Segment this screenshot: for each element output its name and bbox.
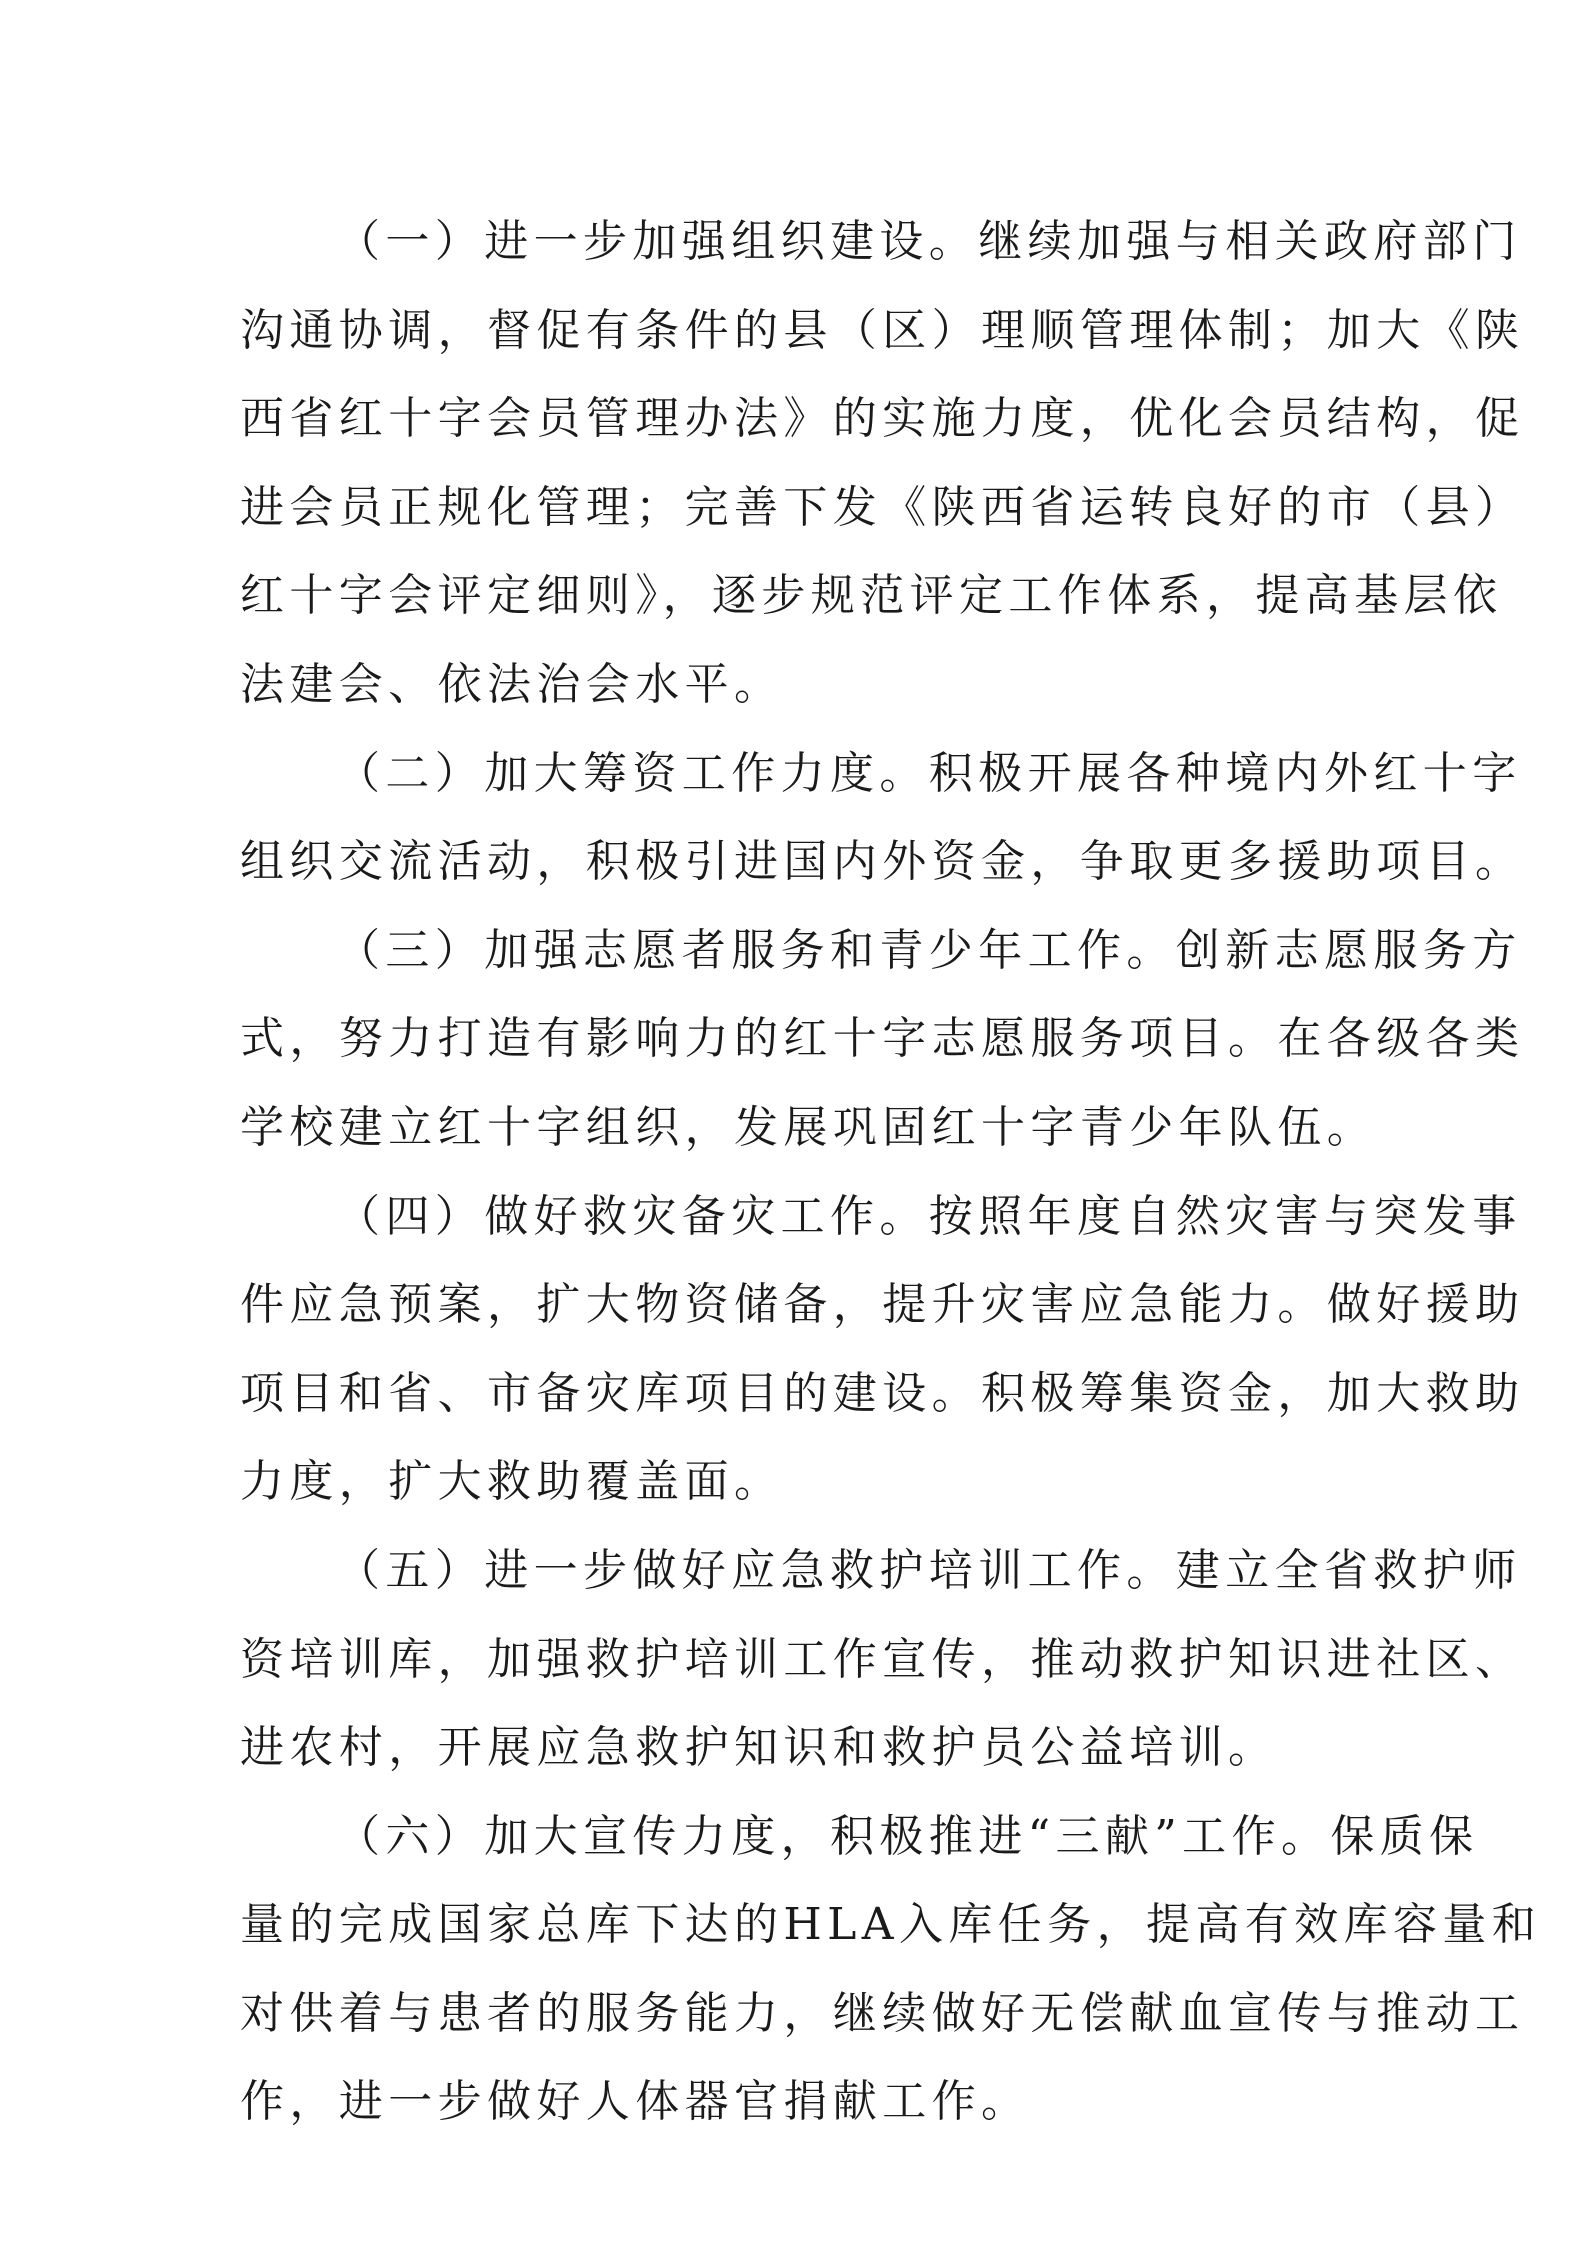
- text-line: 法建会、依法治会水平。: [240, 658, 784, 710]
- text-line: 作，进一步做好人体器官捐献工作。: [240, 2076, 1031, 2128]
- paragraph-1-organization: [240, 198, 1525, 730]
- text-line: 资培训库，加强救护培训工作宣传，推动救护知识进社区、: [240, 1633, 1525, 1685]
- text-line: 力度，扩大救助覆盖面。: [240, 1456, 784, 1508]
- paragraph-2-fundraising: [240, 730, 1525, 907]
- paragraph-3-volunteers: [240, 907, 1525, 1173]
- text-line: 对供着与患者的服务能力，继续做好无偿献血宣传与推动工: [240, 1987, 1525, 2039]
- document-body: [240, 198, 1542, 2147]
- text-line: （一）进一步加强组织建设。继续加强与相关政府部门: [336, 216, 1522, 267]
- text-line: （四）做好救灾备灾工作。按照年度自然灾害与突发事: [336, 1190, 1522, 1242]
- text-line: 西省红十字会员管理办法》的实施力度，优化会员结构，促: [240, 393, 1525, 445]
- text-line: 进农村，开展应急救护知识和救护员公益培训。: [240, 1722, 1278, 1774]
- paragraph-6-publicity: [240, 1793, 1542, 2147]
- text-line: 红十字会评定细则》，逐步规范评定工作体系，提高基层依: [240, 570, 1503, 622]
- text-line: 项目和省、市备灾库项目的建设。积极筹集资金，加大救助: [240, 1367, 1525, 1419]
- text-line: 进会员正规化管理；完善下发《陕西省运转良好的市（县）: [240, 481, 1525, 533]
- text-line: （五）进一步做好应急救护培训工作。建立全省救护师: [336, 1544, 1522, 1596]
- text-line: 量的完成国家总库下达的HLA入库任务，提高有效库容量和: [240, 1899, 1542, 1951]
- text-line: 式，努力打造有影响力的红十字志愿服务项目。在各级各类: [240, 1013, 1525, 1065]
- text-line: 组织交流活动，积极引进国内外资金，争取更多援助项目。: [240, 836, 1525, 888]
- text-line: 件应急预案，扩大物资储备，提升灾害应急能力。做好援助: [240, 1279, 1525, 1331]
- text-line: 学校建立红十字组织，发展巩固红十字青少年队伍。: [240, 1101, 1377, 1153]
- paragraph-4-disaster-relief: [240, 1173, 1525, 1527]
- text-line: （三）加强志愿者服务和青少年工作。创新志愿服务方: [336, 924, 1522, 976]
- paragraph-5-first-aid-training: [240, 1527, 1525, 1793]
- text-line: （二）加大筹资工作力度。积极开展各种境内外红十字: [336, 747, 1522, 799]
- text-line: 沟通协调，督促有条件的县（区）理顺管理体制；加大《陕: [240, 304, 1525, 356]
- text-line: （六）加大宣传力度，积极推进“三献”工作。保质保: [336, 1810, 1479, 1862]
